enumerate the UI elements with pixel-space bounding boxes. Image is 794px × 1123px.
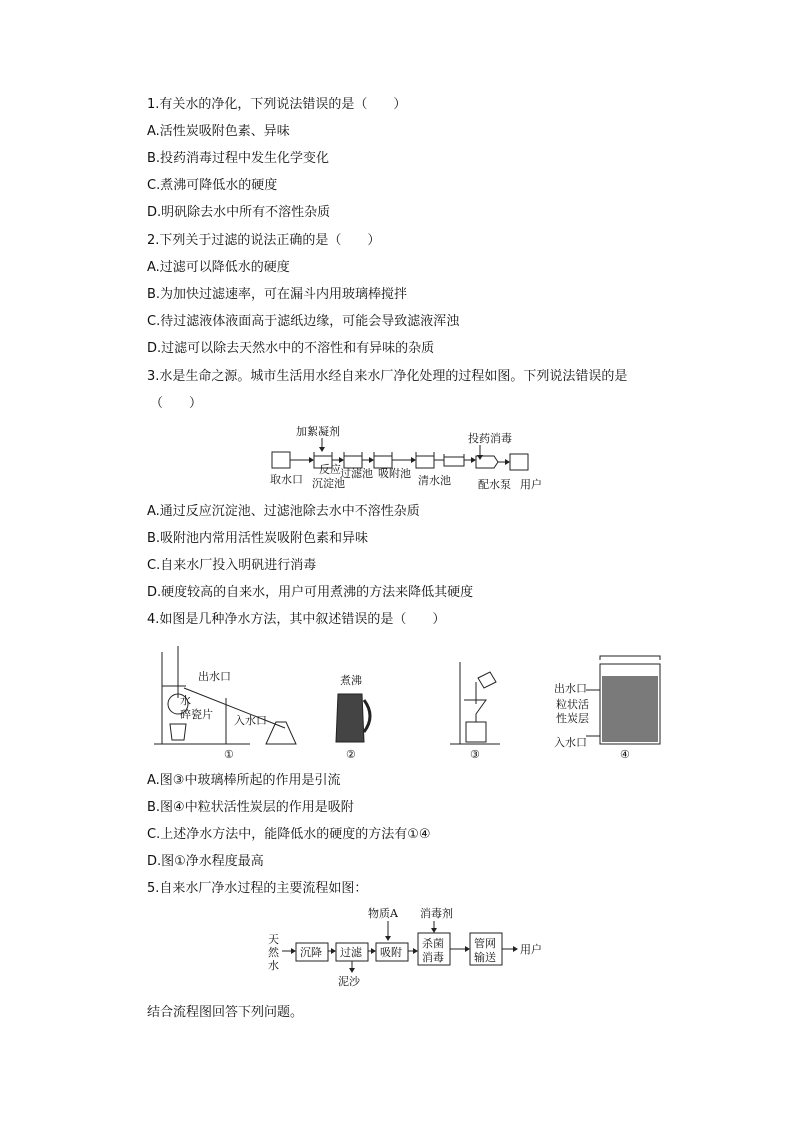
label-pump: 配水泵	[478, 478, 511, 491]
kettle-illustration	[336, 673, 370, 761]
label-kill-2: 消毒	[422, 951, 444, 964]
q1-option-a: A.活性炭吸附色素、异味	[147, 124, 290, 139]
purification-methods-figure	[150, 642, 670, 766]
q1-option-c: C.煮沸可降低水的硬度	[147, 178, 278, 193]
carbon-filter-apparatus	[554, 656, 660, 761]
intake-box	[272, 452, 290, 468]
user-box	[510, 454, 528, 470]
label-filter-pool: 过滤池	[340, 467, 373, 480]
label-sedimentation: 沉淀池	[312, 477, 345, 490]
label-natural-3: 水	[268, 959, 279, 972]
q3-option-d: D.硬度较高的自来水，用户可用煮沸的方法来降低其硬度	[147, 585, 474, 600]
label-adsorb-pool: 吸附池	[378, 467, 411, 480]
water-treatment-diagram	[268, 420, 558, 495]
q2-option-b: B.为加快过滤速率，可在漏斗内用玻璃棒搅拌	[147, 287, 408, 302]
q3-option-a: A.通过反应沉淀池、过滤池除去水中不溶性杂质	[147, 504, 420, 519]
label-disinfect: 投药消毒	[468, 432, 512, 445]
label-carbon2: 性炭层	[556, 712, 589, 725]
label-clear-pool: 清水池	[418, 474, 451, 487]
label-water: 水	[180, 694, 191, 707]
q3-option-c: C.自来水厂投入明矾进行消毒	[147, 558, 317, 573]
label-natural-2: 然	[268, 946, 279, 959]
water-plant-flowchart	[262, 905, 562, 993]
label-sand: 泥沙	[338, 975, 360, 988]
q2-option-c: C.待过滤液体液面高于滤纸边缘，可能会导致滤液浑浊	[147, 314, 460, 329]
label-user: 用户	[520, 478, 542, 491]
q4-option-a: A.图③中玻璃棒所起的作用是引流	[147, 773, 341, 788]
q4-option-d: D.图①净水程度最高	[147, 854, 264, 869]
filtration-apparatus	[450, 662, 500, 761]
label-inlet4: 入水口	[554, 736, 587, 749]
q1-stem: 1.有关水的净化，下列说法错误的是（ ）	[147, 97, 407, 112]
label-outlet: 出水口	[198, 670, 231, 683]
label-n2: ②	[346, 748, 356, 761]
q4-option-c: C.上述净水方法中，能降低水的硬度的方法有①④	[147, 827, 431, 842]
label-n1: ①	[224, 748, 234, 761]
q3-option-b: B.吸附池内常用活性炭吸附色素和异味	[147, 531, 369, 546]
label-n4: ④	[620, 748, 630, 761]
q4-option-b: B.图④中粒状活性炭层的作用是吸附	[147, 800, 354, 815]
label-inlet: 入水口	[234, 714, 267, 727]
q2-stem: 2.下列关于过滤的说法正确的是（ ）	[147, 233, 381, 248]
label-boil: 煮沸	[340, 674, 362, 687]
q2-option-a: A.过滤可以降低水的硬度	[147, 260, 290, 275]
q3-stem: 3.水是生命之源。城市生活用水经自来水厂净化处理的过程如图。下列说法错误的是	[147, 369, 628, 384]
q5-stem: 5.自来水厂净水过程的主要流程如图：	[147, 881, 368, 896]
label-substance-a: 物质A	[368, 907, 398, 920]
q1-option-d: D.明矾除去水中所有不溶性杂质	[147, 205, 331, 220]
label-disinfectant: 消毒剂	[420, 907, 453, 920]
q1-option-b: B.投药消毒过程中发生化学变化	[147, 151, 330, 166]
q4-stem: 4.如图是几种净水方法，其中叙述错误的是（ ）	[147, 612, 446, 627]
q5-after: 结合流程图回答下列问题。	[147, 1005, 304, 1020]
distillation-apparatus	[154, 646, 296, 761]
label-natural-1: 天	[268, 933, 279, 946]
q3-stem-cont: （ ）	[150, 396, 203, 411]
q2-option-d: D.过滤可以除去天然水中的不溶性和有异味的杂质	[147, 341, 435, 356]
label-intake: 取水口	[270, 473, 303, 486]
label-user-5: 用户	[520, 943, 542, 956]
label-coagulant: 加絮凝剂	[296, 425, 340, 438]
label-reaction: 反应	[319, 463, 341, 476]
label-filter: 过滤	[340, 946, 362, 959]
label-adsorb: 吸附	[380, 946, 402, 959]
label-outlet4: 出水口	[554, 682, 587, 695]
label-pipe-2: 输送	[474, 951, 496, 964]
label-kill-1: 杀菌	[422, 937, 444, 950]
label-n3: ③	[470, 748, 480, 761]
label-settle: 沉降	[300, 946, 322, 959]
label-chips: 碎瓷片	[180, 708, 213, 721]
label-carbon1: 粒状活	[556, 698, 589, 711]
label-pipe-1: 管网	[474, 937, 496, 950]
